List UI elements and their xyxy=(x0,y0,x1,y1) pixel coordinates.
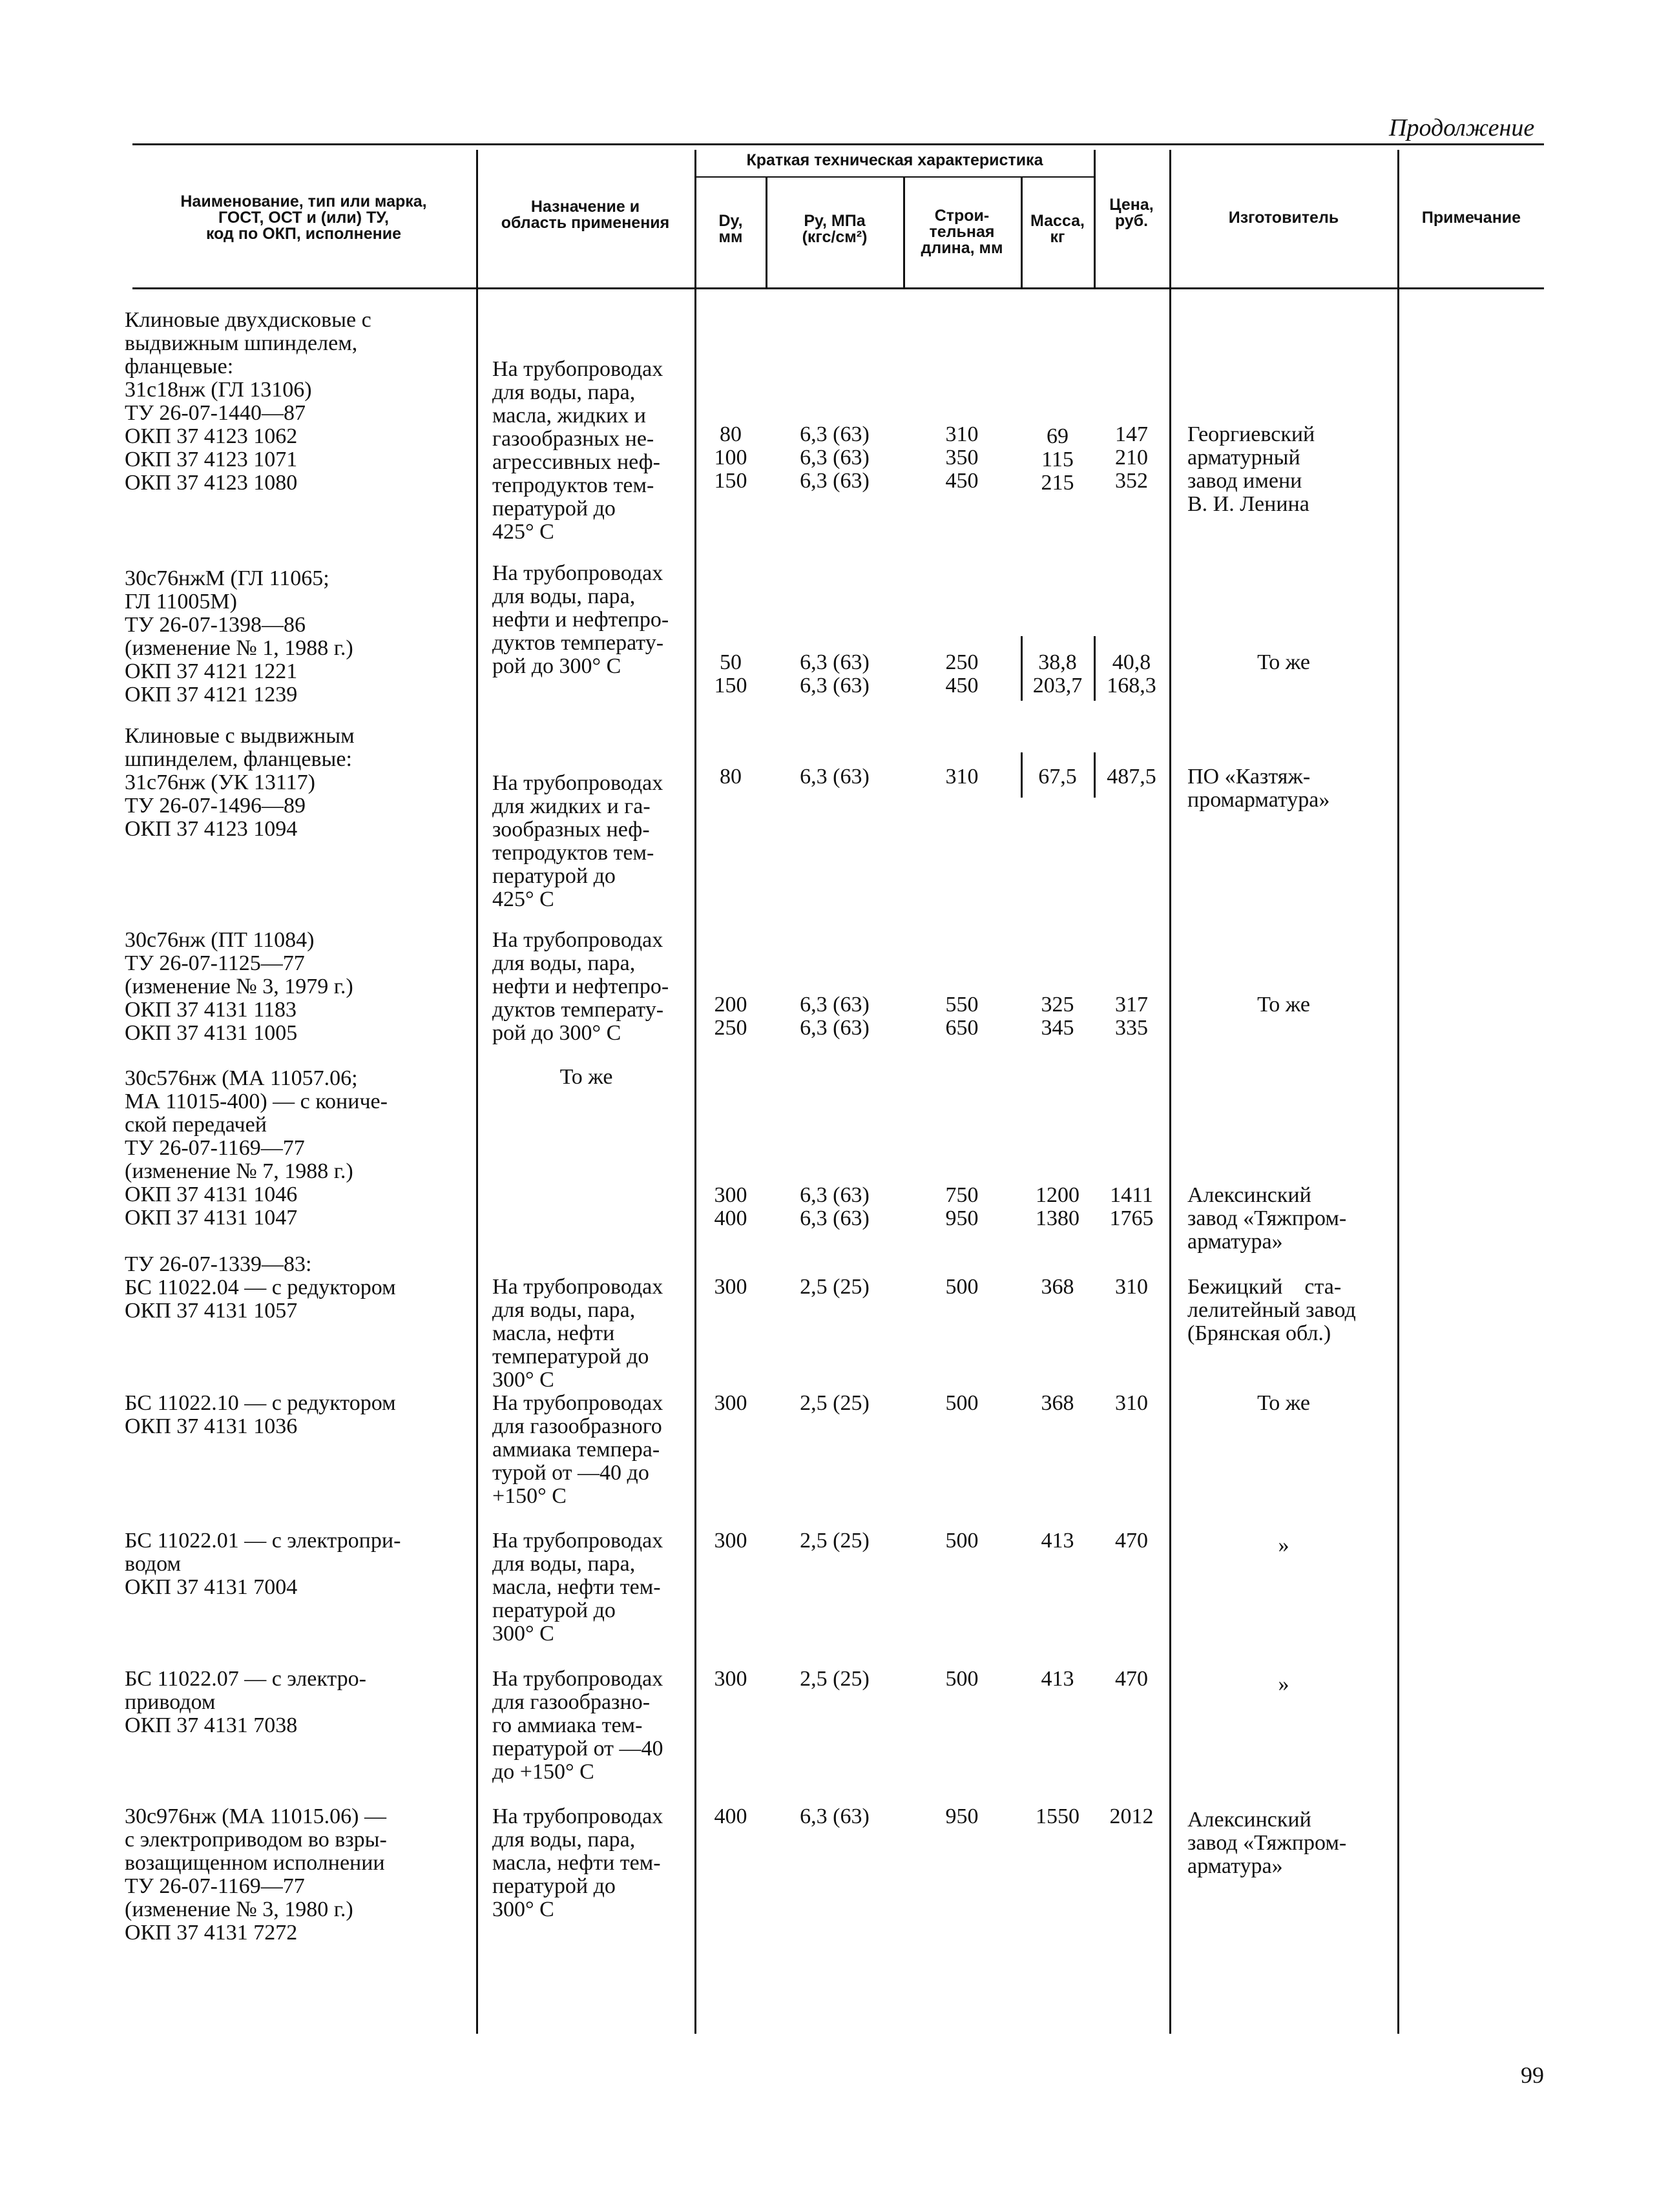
row-py: 6,3 (63) xyxy=(800,1804,870,1828)
page-number: 99 xyxy=(1521,2062,1544,2088)
row-mass: 69 115 215 xyxy=(1041,424,1074,495)
header-note: Примечание xyxy=(1421,209,1521,227)
row-py: 6,3 (63) xyxy=(800,765,870,789)
row-py: 6,3 (63) 6,3 (63) xyxy=(800,1183,870,1230)
row-purpose: На трубопроводах для воды, пара, масла, нефти тем- пературой до 300° С xyxy=(492,1804,663,1921)
row-manufacturer: То же xyxy=(1257,650,1310,674)
row-length: 310 350 450 xyxy=(945,422,979,493)
row-length: 550 650 xyxy=(945,993,979,1040)
row-price: 147 210 352 xyxy=(1115,422,1148,493)
row-manufacturer: ПО «Казтяж- промарматура» xyxy=(1187,765,1330,812)
row-py: 6,3 (63) 6,3 (63) 6,3 (63) xyxy=(800,422,870,493)
row-dy: 300 xyxy=(714,1529,747,1553)
brief-group-underline xyxy=(694,176,1095,178)
row-name: ТУ 26-07-1339—83: БС 11022.04 — с редуктором ОКП 37 4131 1057 xyxy=(125,1252,396,1323)
row-dy: 300 xyxy=(714,1667,747,1691)
column-divider xyxy=(1169,150,1171,2034)
row-mass: 325 345 xyxy=(1041,993,1074,1040)
row-name: Клиновые двухдисковые с выдвижным шпинделем, фланцевые: 31с18нж (ГЛ 13106) ТУ 26-07-1440—87 ОКП 37 4123 1062 ОКП 37 4123 1071 ОКП 37 4123 1080 xyxy=(125,308,371,495)
continuation-label: Продолжение xyxy=(1389,114,1535,141)
row-mass: 413 xyxy=(1041,1667,1074,1691)
table-top-rule xyxy=(132,143,1544,145)
header-mass: Масса, кг xyxy=(1030,212,1085,246)
row-manufacturer: То же xyxy=(1257,1391,1310,1415)
row-mass: 368 xyxy=(1041,1391,1074,1415)
row-purpose: На трубопроводах для воды, пара, масла, нефти тем- пературой до 300° С xyxy=(492,1529,663,1646)
header-purpose: Назначение и область применения xyxy=(501,198,670,232)
row-manufacturer: » xyxy=(1278,1672,1289,1696)
row-price: 470 xyxy=(1115,1529,1148,1553)
row-name: 30с76нжМ (ГЛ 11065; ГЛ 11005М) ТУ 26-07-1398—86 (изменение № 1, 1988 г.) ОКП 37 4121 1221 ОКП 37 4121 1239 xyxy=(125,566,353,707)
row-mass: 1200 1380 xyxy=(1036,1183,1079,1230)
row-name: БС 11022.10 — с редуктором ОКП 37 4131 1036 xyxy=(125,1391,396,1438)
header-name: Наименование, тип или марка, ГОСТ, ОСТ и (или) ТУ, код по ОКП, исполнение xyxy=(180,192,427,243)
row-py: 2,5 (25) xyxy=(800,1391,870,1415)
row-manufacturer: Георгиевский арматурный завод имени В. И. Ленина xyxy=(1187,422,1315,516)
row-length: 500 xyxy=(945,1275,979,1299)
row-dy: 300 xyxy=(714,1275,747,1299)
row-purpose: На трубопроводах для газообразного аммиака темпера- турой от —40 до +150° С xyxy=(492,1391,663,1508)
header-dy: Dу, мм xyxy=(718,212,743,246)
row-manufacturer: Бежицкий ста- лелитейный завод (Брянская обл.) xyxy=(1187,1275,1356,1345)
row-mass: 38,8 203,7 xyxy=(1032,650,1083,698)
row-length: 500 xyxy=(945,1529,979,1553)
row-purpose: На трубопроводах для воды, пара, нефти и нефтепро- дуктов температу- рой до 300° С xyxy=(492,561,669,678)
header-py: Pу, МПа (кгс/см²) xyxy=(802,212,868,246)
row-dy: 300 xyxy=(714,1391,747,1415)
row-py: 2,5 (25) xyxy=(800,1667,870,1691)
row-purpose: То же xyxy=(559,1065,613,1089)
header-brief-characteristics: Краткая техническая характеристика xyxy=(746,151,1043,169)
header-length: Строи- тельная длина, мм xyxy=(921,207,1003,257)
row-py: 6,3 (63) 6,3 (63) xyxy=(800,650,870,698)
row-price: 40,8 168,3 xyxy=(1107,650,1156,698)
row-purpose: На трубопроводах для газообразно- го аммиака тем- пературой от —40 до +150° С xyxy=(492,1667,663,1784)
row-price: 310 xyxy=(1115,1391,1148,1415)
row-manufacturer: Алексинский завод «Тяжпром- арматура» xyxy=(1187,1183,1347,1254)
row-mass: 1550 xyxy=(1036,1804,1079,1828)
row-py: 6,3 (63) 6,3 (63) xyxy=(800,993,870,1040)
row-manufacturer: То же xyxy=(1257,993,1310,1017)
row-dy: 200 250 xyxy=(714,993,747,1040)
header-manufacturer: Изготовитель xyxy=(1228,209,1339,227)
row-length: 500 xyxy=(945,1667,979,1691)
header-price: Цена, руб. xyxy=(1109,196,1154,230)
row-price: 470 xyxy=(1115,1667,1148,1691)
row-dy: 80 xyxy=(720,765,742,789)
row-price: 317 335 xyxy=(1115,993,1148,1040)
row-price: 487,5 xyxy=(1107,765,1156,789)
row-name: Клиновые с выдвижным шпинделем, фланцевые: 31с76нж (УК 13117) ТУ 26-07-1496—89 ОКП 37 4123 1094 xyxy=(125,724,355,841)
column-divider xyxy=(476,150,478,2034)
row-name: 30с576нж (МА 11057.06; МА 11015-400) — с кониче- ской передачей ТУ 26-07-1169—77 (изменение № 7, 1988 г.) ОКП 37 4131 1046 ОКП 37 4131 1047 xyxy=(125,1066,388,1230)
row-name: 30с976нж (МА 11015.06) — с электроприводом во взры- возащищенном исполнении ТУ 26-07-1169—77 (изменение № 3, 1980 г.) ОКП 37 4131 7272 xyxy=(125,1804,387,1945)
row-mass: 413 xyxy=(1041,1529,1074,1553)
row-name: БС 11022.07 — с электро- приводом ОКП 37 4131 7038 xyxy=(125,1667,366,1737)
row-purpose: На трубопроводах для воды, пара, нефти и нефтепро- дуктов температу- рой до 300° С xyxy=(492,928,669,1045)
row-price: 2012 xyxy=(1109,1804,1154,1828)
row-price: 310 xyxy=(1115,1275,1148,1299)
row-mass: 368 xyxy=(1041,1275,1074,1299)
row-purpose: На трубопроводах для воды, пара, масла, нефти температурой до 300° С xyxy=(492,1275,663,1392)
row-manufacturer: Алексинский завод «Тяжпром- арматура» xyxy=(1187,1808,1347,1878)
row-py: 2,5 (25) xyxy=(800,1529,870,1553)
row-py: 2,5 (25) xyxy=(800,1275,870,1299)
row-dy: 50 150 xyxy=(714,650,747,698)
row-dy: 80 100 150 xyxy=(714,422,747,493)
row-length: 310 xyxy=(945,765,979,789)
column-divider xyxy=(1397,150,1399,2034)
row-manufacturer: » xyxy=(1278,1533,1289,1557)
row-purpose: На трубопроводах для воды, пара, масла, жидких и газообразных не- агрессивных неф- тепродуктов тем- пературой до 425° С xyxy=(492,357,663,544)
row-dy: 300 400 xyxy=(714,1183,747,1230)
row-length: 750 950 xyxy=(945,1183,979,1230)
row-purpose: На трубопроводах для жидких и га- зообразных неф- тепродуктов тем- пературой до 425° С xyxy=(492,771,663,911)
row-name: БС 11022.01 — с электропри- водом ОКП 37 4131 7004 xyxy=(125,1529,401,1599)
row-price: 1411 1765 xyxy=(1109,1183,1154,1230)
row-name: 30с76нж (ПТ 11084) ТУ 26-07-1125—77 (изменение № 3, 1979 г.) ОКП 37 4131 1183 ОКП 37 4131 1005 xyxy=(125,928,353,1045)
header-bottom-rule xyxy=(132,287,1544,289)
row-dy: 400 xyxy=(714,1804,747,1828)
row-length: 500 xyxy=(945,1391,979,1415)
row-length: 950 xyxy=(945,1804,979,1828)
row-length: 250 450 xyxy=(945,650,979,698)
row-mass: 67,5 xyxy=(1038,765,1077,789)
